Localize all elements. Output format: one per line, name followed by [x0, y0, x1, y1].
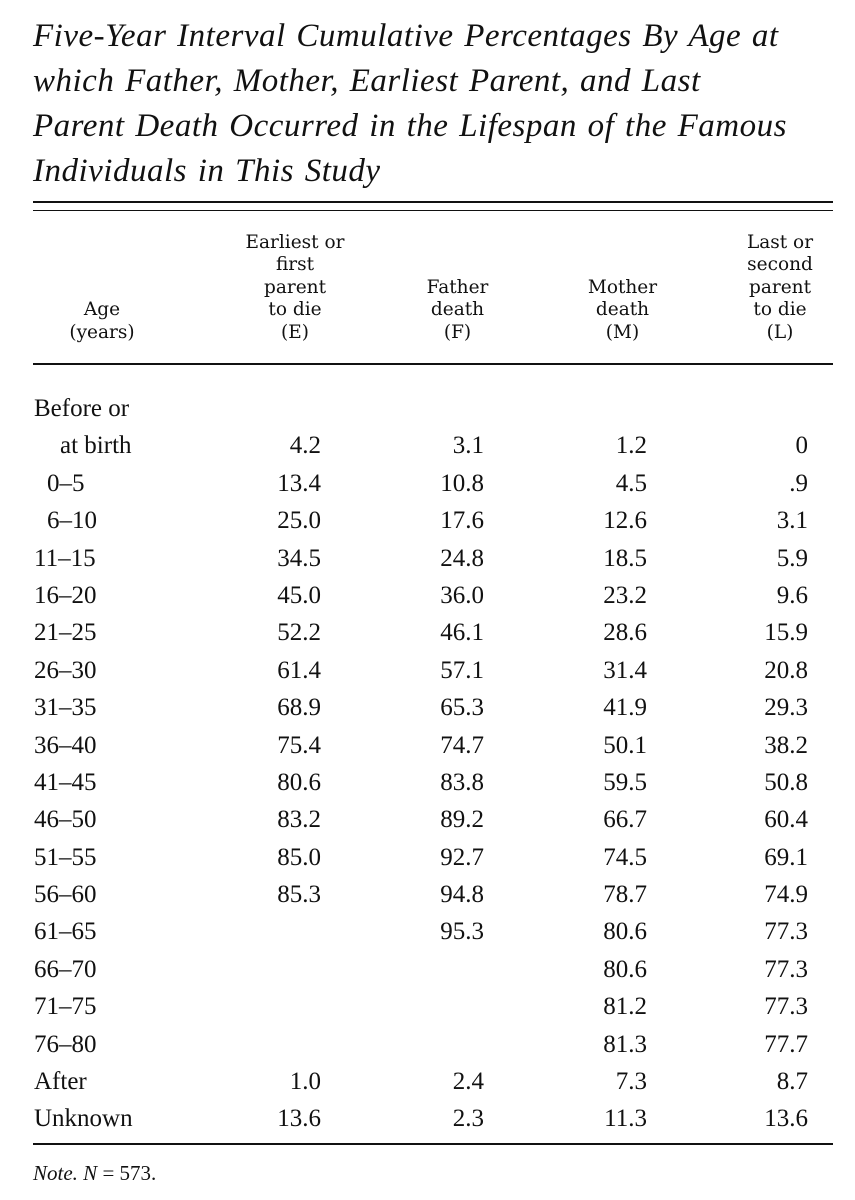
value-m: 41.9 [603, 694, 647, 722]
value-m: 12.6 [603, 507, 647, 535]
age-label: 26–30 [34, 656, 97, 684]
header-line: (F) [443, 321, 472, 343]
value-e: 1.0 [289, 1068, 321, 1096]
age-label: 36–40 [34, 731, 97, 759]
header-line: death [595, 299, 650, 320]
value-l: 77.3 [764, 955, 808, 983]
value-l: 13.6 [764, 1105, 808, 1133]
value-l: 20.8 [764, 656, 808, 684]
bottom-rule [33, 1143, 833, 1145]
note-value: = 573. [97, 1161, 157, 1185]
header-line: second [747, 254, 813, 275]
table-row [0, 465, 855, 502]
column-header-earliest [220, 232, 370, 344]
value-l: .9 [789, 469, 808, 497]
age-label: at birth [60, 432, 132, 460]
age-label: 71–75 [34, 993, 97, 1021]
value-e: 25.0 [277, 507, 321, 535]
header-line: Last or [746, 231, 814, 253]
value-m: 50.1 [603, 731, 647, 759]
age-label: 6–10 [47, 507, 97, 535]
table-row [0, 502, 855, 539]
header-line: parent [748, 276, 811, 298]
table-row [0, 614, 855, 651]
header-line: first [275, 254, 315, 275]
table-row [0, 876, 855, 913]
header-rule [33, 363, 833, 365]
table-row [0, 913, 855, 950]
value-l: 77.7 [764, 1030, 808, 1058]
table-row [0, 839, 855, 876]
value-m: 11.3 [604, 1105, 647, 1133]
table-row [0, 427, 855, 464]
value-f: 10.8 [440, 469, 484, 497]
value-m: 66.7 [603, 806, 647, 834]
header-line: Earliest or [245, 231, 345, 253]
value-f: 24.8 [440, 544, 484, 572]
header-line: (years) [69, 321, 135, 343]
title-line: Five-Year Interval Cumulative Percentages By Age at [33, 18, 779, 54]
value-l: 60.4 [764, 806, 808, 834]
column-header-mother [560, 232, 685, 344]
column-header-father [400, 232, 515, 344]
value-m: 18.5 [603, 544, 647, 572]
value-l: 15.9 [764, 619, 808, 647]
note-label: Note. [33, 1161, 78, 1185]
value-f: 83.8 [440, 768, 484, 796]
value-f: 2.4 [452, 1068, 484, 1096]
value-e: 83.2 [277, 806, 321, 834]
value-m: 23.2 [603, 581, 647, 609]
value-e: 34.5 [277, 544, 321, 572]
value-e: 85.3 [277, 881, 321, 909]
value-l: 29.3 [764, 694, 808, 722]
value-e: 68.9 [277, 694, 321, 722]
value-e: 13.6 [277, 1105, 321, 1133]
value-f: 17.6 [440, 507, 484, 535]
column-header-age [52, 232, 152, 344]
table-row [0, 1026, 855, 1063]
value-l: 8.7 [776, 1068, 808, 1096]
age-label: 56–60 [34, 881, 97, 909]
age-label: After [34, 1068, 87, 1096]
table-row [0, 652, 855, 689]
value-l: 69.1 [764, 843, 808, 871]
value-m: 74.5 [603, 843, 647, 871]
value-m: 1.2 [615, 432, 647, 460]
value-e: 85.0 [277, 843, 321, 871]
value-f: 95.3 [440, 918, 484, 946]
value-f: 92.7 [440, 843, 484, 871]
value-m: 7.3 [615, 1068, 647, 1096]
value-l: 50.8 [764, 768, 808, 796]
age-label: 0–5 [47, 469, 85, 497]
top-rule-thick [33, 201, 833, 203]
value-m: 28.6 [603, 619, 647, 647]
value-m: 80.6 [603, 955, 647, 983]
value-e: 61.4 [277, 656, 321, 684]
table-row [0, 951, 855, 988]
value-e: 4.2 [289, 432, 321, 460]
age-label: 61–65 [34, 918, 97, 946]
table-body [0, 390, 855, 1138]
age-label: 66–70 [34, 955, 97, 983]
value-m: 31.4 [603, 656, 647, 684]
header-line: parent [263, 276, 326, 298]
age-label: 76–80 [34, 1030, 97, 1058]
value-l: 77.3 [764, 993, 808, 1021]
table-row [0, 390, 855, 427]
age-label: 46–50 [34, 806, 97, 834]
header-line: Father [426, 276, 489, 298]
header-line: (M) [605, 321, 640, 343]
table-row [0, 1063, 855, 1100]
age-label: 41–45 [34, 768, 97, 796]
table-title [33, 14, 838, 194]
note-variable: N [83, 1161, 98, 1185]
value-l: 38.2 [764, 731, 808, 759]
table-row [0, 577, 855, 614]
value-m: 80.6 [603, 918, 647, 946]
table-row [0, 801, 855, 838]
value-m: 4.5 [615, 469, 647, 497]
value-f: 36.0 [440, 581, 484, 609]
header-line: (E) [281, 321, 309, 343]
header-line: to die [753, 299, 807, 320]
value-e: 75.4 [277, 731, 321, 759]
age-label: 31–35 [34, 694, 97, 722]
age-label: Unknown [34, 1105, 133, 1133]
title-line: which Father, Mother, Earliest Parent, and Last [33, 63, 701, 99]
table-row [0, 689, 855, 726]
header-line: Age [83, 299, 121, 320]
value-l: 5.9 [776, 544, 808, 572]
header-line: to die [268, 299, 322, 320]
value-f: 46.1 [440, 619, 484, 647]
value-e: 45.0 [277, 581, 321, 609]
value-m: 78.7 [603, 881, 647, 909]
value-f: 3.1 [452, 432, 484, 460]
header-line: death [430, 299, 485, 320]
value-m: 81.3 [603, 1030, 647, 1058]
title-line: Individuals in This Study [33, 153, 381, 189]
age-label: Before or [34, 395, 130, 422]
value-f: 74.7 [440, 731, 484, 759]
value-e: 13.4 [277, 469, 321, 497]
table-row [0, 764, 855, 801]
value-l: 3.1 [776, 507, 808, 535]
table-row [0, 1100, 855, 1137]
header-line: (L) [766, 321, 794, 343]
value-f: 94.8 [440, 881, 484, 909]
value-f: 57.1 [440, 656, 484, 684]
header-line: Mother [587, 276, 658, 298]
title-line: Parent Death Occurred in the Lifespan of the Famous [33, 108, 787, 144]
age-label: 11–15 [34, 544, 96, 572]
table-row [0, 727, 855, 764]
value-l: 77.3 [764, 918, 808, 946]
table-row [0, 988, 855, 1025]
top-rule-thin [33, 210, 833, 211]
value-f: 65.3 [440, 694, 484, 722]
value-e: 52.2 [277, 619, 321, 647]
value-e: 80.6 [277, 768, 321, 796]
value-l: 74.9 [764, 881, 808, 909]
value-f: 2.3 [452, 1105, 484, 1133]
value-m: 81.2 [603, 993, 647, 1021]
table-note [33, 1158, 156, 1188]
age-label: 16–20 [34, 581, 97, 609]
value-f: 89.2 [440, 806, 484, 834]
value-l: 9.6 [776, 581, 808, 609]
age-label: 51–55 [34, 843, 97, 871]
age-label: 21–25 [34, 619, 97, 647]
value-m: 59.5 [603, 768, 647, 796]
table-row [0, 540, 855, 577]
value-l: 0 [795, 432, 808, 460]
column-header-last [715, 232, 845, 344]
